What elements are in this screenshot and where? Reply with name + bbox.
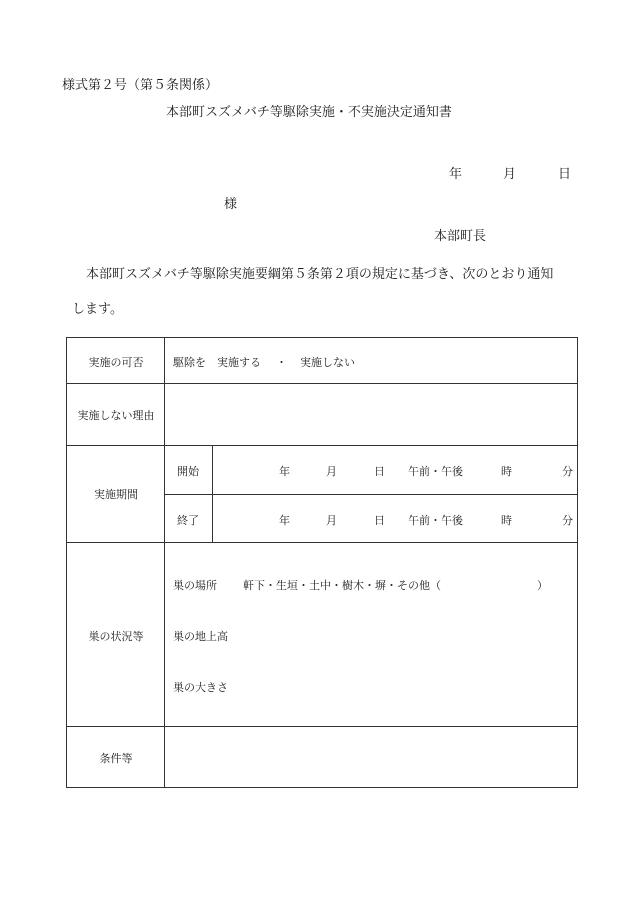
nest-location-label: 巣の場所 <box>173 579 217 592</box>
label-conditions: 条件等 <box>99 752 133 765</box>
body-text-line-2: します。 <box>72 302 123 317</box>
label-end: 終了 <box>177 514 199 527</box>
row-divider <box>67 383 577 384</box>
row-divider <box>67 445 577 446</box>
end-minute-label: 分 <box>562 514 573 527</box>
end-hour-label: 時 <box>501 514 512 527</box>
body-text-line-1: 本部町スズメバチ等駆除実施要綱第５条第２項の規定に基づき、次のとおり通知 <box>86 267 554 282</box>
option-implement[interactable]: 実施する <box>217 356 261 369</box>
nest-height-label: 巣の地上高 <box>173 630 228 643</box>
date-day-label: 日 <box>558 167 572 182</box>
date-month-label: 月 <box>503 167 517 182</box>
document-title: 本部町スズメバチ等駆除実施・不実施決定通知書 <box>166 105 452 120</box>
start-hour-label: 時 <box>501 465 512 478</box>
extermination-prefix: 駆除を <box>173 356 206 369</box>
date-year-label: 年 <box>449 167 463 182</box>
start-day-label: 日 <box>374 465 385 478</box>
start-minute-label: 分 <box>562 465 573 478</box>
addressee-suffix: 様 <box>224 197 238 212</box>
label-nest-status: 巣の状況等 <box>88 630 144 643</box>
nest-size-label: 巣の大きさ <box>173 681 228 694</box>
option-not-implement[interactable]: 実施しない <box>300 356 355 369</box>
reason-field[interactable] <box>167 386 573 442</box>
sender-name: 本部町長 <box>434 229 487 244</box>
start-year-label: 年 <box>279 465 290 478</box>
end-year-label: 年 <box>279 514 290 527</box>
start-month-label: 月 <box>326 465 337 478</box>
end-ampm-options[interactable]: 午前・午後 <box>408 514 463 527</box>
label-implementation-period: 実施期間 <box>94 488 138 501</box>
start-ampm-options[interactable]: 午前・午後 <box>408 465 463 478</box>
row-divider <box>67 726 577 727</box>
nest-location-options[interactable]: 軒下・生垣・土中・樹木・塀・その他（ <box>243 579 441 592</box>
option-separator: ・ <box>276 356 287 369</box>
notice-form-table <box>66 337 578 788</box>
row-divider <box>165 494 577 495</box>
nest-location-close: ） <box>537 579 548 592</box>
form-number: 様式第２号（第５条関係） <box>62 78 219 93</box>
label-non-implementation-reason: 実施しない理由 <box>77 409 155 422</box>
label-start: 開始 <box>177 465 199 478</box>
row-divider <box>67 542 577 543</box>
conditions-field[interactable] <box>167 729 573 784</box>
column-divider <box>164 338 165 787</box>
label-implementation-decision: 実施の可否 <box>88 356 144 369</box>
column-divider <box>212 445 213 542</box>
end-month-label: 月 <box>326 514 337 527</box>
end-day-label: 日 <box>374 514 385 527</box>
